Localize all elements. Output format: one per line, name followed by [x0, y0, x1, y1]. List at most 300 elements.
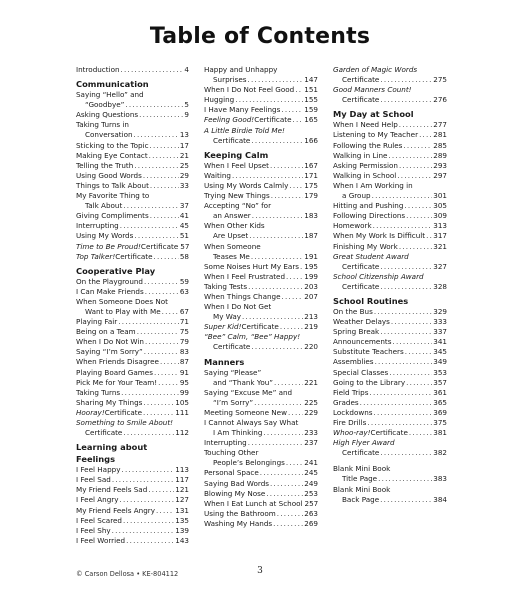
toc-entry-title: Certificate	[342, 261, 380, 271]
toc-entry-title: Asking Questions	[76, 110, 139, 120]
toc-entry-title-line: “Bee” Calm, “Bee” Happy!	[204, 332, 301, 342]
toc-entry-title: Substitute Teachers	[333, 347, 404, 357]
toc-entry-title: Back Page	[342, 494, 380, 504]
toc-page-number: 71	[179, 317, 189, 327]
toc-entry-title: Following Directions	[333, 211, 406, 221]
toc-entry-title: When Things Change	[204, 291, 281, 301]
toc-entry-title-line: Blank Mini Book	[333, 464, 391, 474]
toc-entry-title: When My Work Is Difficult	[333, 231, 426, 241]
toc-entry-title: Certificate	[213, 135, 251, 145]
dot-leader	[134, 130, 179, 140]
toc-page-number: 127	[175, 495, 189, 505]
toc-entry	[76, 141, 189, 151]
toc-entry-title: When I Need Help	[333, 120, 398, 130]
toc-entry	[333, 317, 447, 327]
toc-entry-title-line: When Someone Does Not	[76, 296, 168, 306]
dot-leader	[399, 161, 432, 171]
dot-leader	[277, 509, 303, 519]
toc-page-number: 33	[179, 180, 189, 190]
toc-entry	[204, 292, 318, 302]
dot-leader	[405, 347, 433, 357]
toc-entry-title: Taking Tests	[204, 281, 248, 291]
toc-entry-title: When I Feel Frustrated	[204, 271, 286, 281]
toc-page-number: 51	[179, 231, 189, 241]
toc-entry-title: Lockdowns	[333, 407, 373, 417]
toc-page-number: 179	[304, 191, 318, 201]
dot-leader	[426, 231, 432, 241]
toc-entry	[76, 171, 189, 181]
toc-page-number: 219	[304, 322, 318, 332]
toc-entry-title-line: Garden of Magic Words	[333, 65, 418, 74]
toc-column-1	[76, 65, 189, 546]
toc-page-number: 369	[433, 407, 447, 417]
toc-entry-title: Meeting Someone New	[204, 407, 287, 417]
dot-leader	[158, 378, 179, 388]
toc-page-number: 45	[179, 221, 189, 231]
toc-page-number: 91	[179, 367, 189, 377]
dot-leader	[270, 479, 303, 489]
toc-entry	[76, 516, 189, 526]
toc-entry-title: Taking Turns	[76, 387, 121, 397]
dot-leader	[380, 282, 432, 292]
toc-entry	[76, 201, 189, 211]
toc-entry-title: Interrupting	[76, 221, 119, 231]
toc-entry-title: I Feel Worried	[76, 535, 126, 545]
toc-entry	[76, 327, 189, 337]
toc-entry-title: On the Playground	[76, 276, 143, 286]
toc-entry	[76, 337, 189, 347]
dot-leader	[248, 75, 304, 85]
dot-leader	[121, 65, 184, 75]
dot-leader	[380, 262, 432, 272]
toc-entry-title: People’s Belongings	[213, 458, 285, 468]
toc-page-number: 327	[433, 261, 447, 271]
toc-entry-title-line: I Cannot Always Say What	[204, 418, 299, 427]
toc-page-number: 199	[304, 271, 318, 281]
toc-entry	[333, 388, 447, 398]
toc-entry-title: Personal Space	[204, 468, 259, 478]
toc-entry	[204, 458, 318, 468]
toc-page-number: 375	[433, 418, 447, 427]
dot-leader	[126, 536, 174, 546]
dot-leader	[145, 337, 179, 347]
toc-entry-title: Being on a Team	[76, 327, 136, 337]
toc-entry-title: Spring Break	[333, 327, 380, 337]
toc-column-3	[333, 65, 447, 505]
toc-entry-title-line: Saying “Please”	[204, 367, 262, 377]
dot-leader	[270, 161, 303, 171]
toc-page-number: 147	[304, 75, 318, 85]
toc-page-number: 382	[433, 448, 447, 458]
dot-leader	[120, 495, 175, 505]
toc-entry-title: Using Good Words	[76, 170, 142, 180]
toc-entry-title: Talk About	[85, 201, 123, 211]
toc-page-number: 353	[433, 367, 447, 377]
toc-entry-title-line: Accepting “No” for	[204, 201, 272, 211]
toc-entry	[333, 130, 447, 140]
toc-page-number: 165	[304, 115, 318, 125]
toc-entry-title: Time to Be Proud!	[76, 241, 141, 251]
dot-leader	[235, 95, 303, 105]
dot-leader	[281, 105, 303, 115]
toc-page-number: 83	[179, 347, 189, 357]
toc-page-number: 341	[433, 337, 447, 347]
toc-entry	[333, 448, 447, 458]
toc-entry-title: When Friends Disagree	[76, 357, 159, 367]
toc-entry-suffix: Certificate	[140, 241, 179, 251]
toc-entry	[204, 252, 318, 262]
toc-entry-title: I Feel Scared	[76, 515, 122, 525]
toc-entry-title: Playing Fair	[76, 317, 118, 327]
dot-leader	[112, 475, 174, 485]
toc-entry	[204, 191, 318, 201]
toc-entry-title: Listening to My Teacher	[333, 130, 419, 140]
toc-entry-title: Are Upset	[213, 231, 249, 241]
dot-leader	[144, 277, 179, 287]
toc-entry-title: Whoo-ray!	[333, 428, 371, 438]
toc-entry-title-line: Saying “Excuse Me” and	[204, 387, 293, 397]
section-heading: Cooperative Play	[76, 265, 156, 276]
toc-entry	[76, 151, 189, 161]
toc-page-number: 95	[179, 377, 189, 387]
toc-entry-title: Feeling Good!	[204, 115, 255, 125]
toc-page-number: 225	[304, 397, 318, 407]
toc-page-number: 59	[179, 276, 189, 286]
toc-entry	[204, 342, 318, 352]
toc-entry	[333, 337, 447, 347]
toc-page-number: 309	[433, 211, 447, 221]
toc-entry	[76, 317, 189, 327]
toc-entry-title: Finishing My Work	[333, 241, 398, 251]
toc-entry-title: Interrupting	[204, 438, 247, 448]
dot-leader	[399, 242, 432, 252]
dot-leader	[150, 181, 179, 191]
dot-leader	[112, 526, 175, 536]
toc-entry-suffix: Certificate	[370, 428, 408, 438]
toc-entry	[204, 438, 318, 448]
dot-leader	[120, 221, 179, 231]
dot-leader	[118, 317, 179, 327]
toc-entry	[204, 75, 318, 85]
toc-entry-title: Super Kid!	[204, 322, 242, 332]
toc-entry	[76, 347, 189, 357]
toc-page-number: 4	[184, 65, 189, 74]
toc-entry	[204, 398, 318, 408]
toc-entry	[204, 408, 318, 418]
section-heading: School Routines	[333, 295, 409, 306]
dot-leader	[295, 85, 303, 95]
toc-entry	[76, 221, 189, 231]
toc-entry	[76, 161, 189, 171]
toc-entry-title-line: When Someone	[204, 241, 261, 251]
toc-entry-title: a Group	[342, 191, 371, 201]
dot-leader	[409, 428, 432, 438]
toc-page-number: 249	[304, 478, 318, 488]
dot-leader	[266, 489, 303, 499]
dot-leader	[378, 474, 432, 484]
toc-entry-title-line: Saying “Hello” and	[76, 90, 144, 100]
dot-leader	[273, 519, 303, 529]
toc-page-number: 293	[433, 160, 447, 170]
dot-leader	[419, 130, 432, 140]
toc-column-2	[204, 65, 318, 529]
toc-entry-title: Hitting and Pushing	[333, 201, 404, 211]
toc-entry-title: I Feel Sad	[76, 475, 111, 485]
toc-entry-title-line: Blank Mini Book	[333, 484, 391, 494]
toc-page-number: 135	[175, 515, 189, 525]
toc-entry-title: My Friend Feels Angry	[76, 505, 155, 515]
toc-entry-title-line: When I Do Not Get	[204, 302, 272, 312]
toc-entry-title: Playing Board Games	[76, 367, 153, 377]
toc-entry	[333, 151, 447, 161]
dot-leader	[242, 312, 303, 322]
toc-entry-title: I Feel Happy	[76, 465, 121, 475]
toc-entry-title: Want to Play with Me	[85, 306, 161, 316]
dot-leader	[162, 307, 179, 317]
dot-leader	[232, 171, 303, 181]
toc-page-number: 21	[179, 150, 189, 160]
toc-page-number: 289	[433, 150, 447, 160]
dot-leader	[406, 378, 432, 388]
toc-entry-title-line: When I Am Working in	[333, 180, 413, 190]
dot-leader	[121, 465, 174, 475]
toc-entry-title: Pick Me for Your Team!	[76, 377, 158, 387]
toc-page-number: 329	[433, 306, 447, 316]
toc-entry	[76, 100, 189, 110]
toc-entry-title: Walking in Line	[333, 150, 388, 160]
toc-page-number: 277	[433, 120, 447, 130]
toc-page-number: 269	[304, 518, 318, 528]
toc-entry-title: Weather Delays	[333, 317, 390, 327]
toc-page-number: 297	[433, 170, 447, 180]
toc-entry	[76, 130, 189, 140]
toc-page-number: 87	[179, 357, 189, 367]
toc-entry	[204, 479, 318, 489]
toc-entry-title: Saying “I’m Sorry”	[76, 347, 143, 357]
toc-page-number: 25	[179, 160, 189, 170]
toc-entry	[76, 110, 189, 120]
toc-entry	[204, 489, 318, 499]
toc-entry-title: Following the Rules	[333, 140, 403, 150]
dot-leader	[293, 115, 304, 125]
toc-page-number: 281	[433, 130, 447, 140]
dot-leader	[372, 191, 433, 201]
toc-entry-title: Title Page	[342, 474, 378, 484]
toc-entry-title: When I Do Not Win	[76, 337, 144, 347]
toc-entry-title: Using the Bathroom	[204, 508, 276, 518]
toc-page-number: 384	[433, 494, 447, 504]
toc-entry	[76, 65, 189, 75]
toc-entry	[333, 307, 447, 317]
section-heading: Learning about Feelings	[76, 442, 148, 465]
toc-entry-title: Telling the Truth	[76, 160, 134, 170]
toc-entry	[333, 221, 447, 231]
toc-page-number: 221	[304, 377, 318, 387]
toc-page-number: 213	[304, 312, 318, 322]
toc-entry	[333, 347, 447, 357]
dot-leader	[251, 136, 303, 146]
toc-entry	[204, 468, 318, 478]
dot-leader	[254, 398, 303, 408]
toc-entry	[76, 231, 189, 241]
toc-page-number: 112	[175, 428, 189, 438]
toc-entry-title: Special Classes	[333, 367, 389, 377]
dot-leader	[271, 191, 304, 201]
dot-leader	[154, 252, 179, 262]
toc-page-number: 58	[179, 251, 189, 261]
toc-page-number: 175	[304, 180, 318, 190]
toc-entry-title: On the Bus	[333, 306, 373, 316]
toc-entry	[333, 327, 447, 337]
dot-leader	[380, 327, 432, 337]
dot-leader	[367, 418, 432, 428]
toc-entry	[333, 408, 447, 418]
toc-entry-suffix: Certificate	[115, 251, 153, 261]
dot-leader	[380, 495, 432, 505]
toc-entry	[76, 252, 189, 262]
toc-entry	[333, 120, 447, 130]
toc-entry-title-line: When Other Kids	[204, 221, 265, 231]
toc-entry-title: “Goodbye”	[85, 100, 125, 110]
toc-entry	[204, 181, 318, 191]
toc-entry	[76, 495, 189, 505]
toc-page-number: 167	[304, 160, 318, 170]
toc-entry	[204, 95, 318, 105]
dot-leader	[274, 378, 303, 388]
toc-page-number: 9	[184, 110, 189, 120]
toc-entry	[333, 161, 447, 171]
dot-leader	[148, 485, 174, 495]
toc-entry-title: an Answer	[213, 211, 251, 221]
dot-leader	[260, 468, 304, 478]
toc-entry	[76, 368, 189, 378]
toc-page-number: 121	[175, 485, 189, 495]
toc-entry-title: I Can Make Friends	[76, 286, 144, 296]
dot-leader	[389, 368, 432, 378]
toc-entry-suffix: Certificate	[254, 115, 292, 125]
toc-entry	[76, 242, 189, 252]
dot-leader	[149, 151, 179, 161]
toc-entry-title: Things to Talk About	[76, 180, 149, 190]
toc-page-number: 187	[304, 231, 318, 241]
toc-entry-title-line: Good Manners Count!	[333, 85, 412, 95]
dot-leader	[150, 141, 179, 151]
toc-entry	[333, 141, 447, 151]
toc-page-number: 333	[433, 317, 447, 327]
toc-page-number: 13	[179, 130, 189, 140]
toc-entry	[76, 181, 189, 191]
toc-entry-title: Certificate	[342, 95, 380, 105]
toc-entry-title: When I Do Not Feel Good	[204, 85, 295, 95]
toc-page-number: 276	[433, 95, 447, 105]
dot-leader	[139, 110, 183, 120]
toc-entry-title: Blowing My Nose	[204, 488, 266, 498]
toc-page-number: 111	[175, 407, 189, 417]
toc-entry-title: Washing My Hands	[204, 518, 273, 528]
toc-entry	[76, 506, 189, 516]
toc-entry	[204, 499, 318, 509]
toc-entry	[76, 398, 189, 408]
dot-leader	[300, 262, 303, 272]
toc-page-number: 41	[179, 211, 189, 221]
dot-leader	[374, 307, 432, 317]
dot-leader	[403, 141, 432, 151]
page-number: 3	[257, 566, 263, 576]
toc-entry-title: Field Trips	[333, 387, 369, 397]
dot-leader	[399, 120, 432, 130]
page-title: Table of Contents	[149, 24, 371, 49]
toc-entry	[333, 378, 447, 388]
section-heading: Communication	[76, 79, 149, 90]
toc-entry	[76, 357, 189, 367]
toc-entry-title: Using My Words	[76, 231, 134, 241]
toc-page-number: 383	[433, 474, 447, 484]
toc-entry-title-line: Taking Turns in	[76, 120, 129, 130]
dot-leader	[251, 252, 303, 262]
dot-leader	[282, 292, 304, 302]
toc-entry-title: My Friend Feels Sad	[76, 485, 148, 495]
toc-entry	[76, 287, 189, 297]
toc-entry	[333, 282, 447, 292]
toc-entry	[333, 428, 447, 438]
toc-entry-title-line: Great Student Award	[333, 251, 409, 261]
dot-leader	[123, 201, 179, 211]
toc-page-number: 328	[433, 281, 447, 291]
toc-page-number: 143	[175, 535, 189, 545]
toc-entry-title-line: A Little Birdie Told Me!	[204, 125, 285, 135]
toc-entry	[333, 368, 447, 378]
toc-entry-title: Some Noises Hurt My Ears	[204, 261, 300, 271]
dot-leader	[251, 342, 303, 352]
toc-entry	[204, 312, 318, 322]
dot-leader	[123, 428, 174, 438]
toc-entry	[76, 485, 189, 495]
dot-leader	[252, 211, 304, 221]
toc-page-number: 345	[433, 347, 447, 357]
toc-entry-title: Teases Me	[213, 251, 250, 261]
toc-page-number: 229	[304, 407, 318, 417]
toc-entry	[333, 398, 447, 408]
toc-page-number: 253	[304, 488, 318, 498]
toc-entry	[76, 277, 189, 287]
toc-entry-title: Top Talker!	[76, 251, 116, 261]
dot-leader	[143, 171, 179, 181]
toc-entry-suffix: Certificate	[104, 407, 143, 417]
toc-page-number: 5	[184, 100, 189, 110]
toc-page-number: 67	[179, 306, 189, 316]
dot-leader	[397, 171, 432, 181]
toc-entry	[204, 211, 318, 221]
toc-page-number: 237	[304, 438, 318, 448]
toc-page-number: 166	[304, 135, 318, 145]
toc-page-number: 257	[304, 498, 319, 508]
toc-entry-title: and “Thank You”	[213, 377, 273, 387]
toc-page-number: 317	[433, 231, 447, 241]
toc-page-number: 275	[433, 75, 447, 85]
dot-leader	[154, 368, 179, 378]
toc-entry	[204, 161, 318, 171]
toc-entry	[76, 388, 189, 398]
toc-entry	[204, 115, 318, 125]
section-heading: Manners	[204, 356, 245, 367]
dot-leader	[144, 347, 179, 357]
toc-entry-suffix: Certificate	[241, 322, 279, 332]
toc-entry	[76, 408, 189, 418]
toc-entry	[333, 418, 447, 428]
toc-entry-title-line: My Favorite Thing to	[76, 191, 150, 201]
dot-leader	[123, 516, 174, 526]
toc-page-number: 37	[179, 201, 189, 211]
